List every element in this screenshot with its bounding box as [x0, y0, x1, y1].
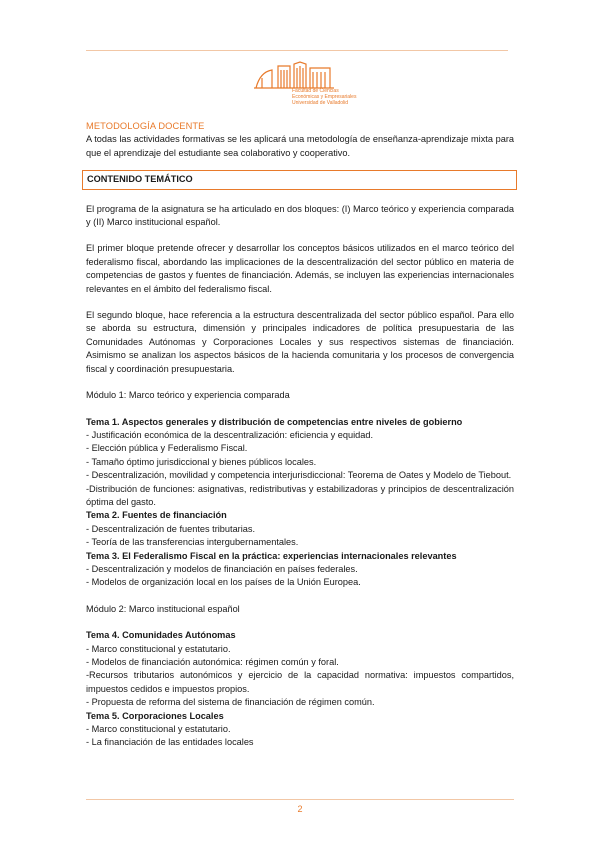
logo-line-1: Facultad de Ciencias: [292, 88, 339, 94]
metodologia-heading: METODOLOGÍA DOCENTE: [86, 121, 205, 131]
metodologia-text: A todas las actividades formativas se les aplicará una metodología de enseñanza-aprendizaje mixta para que el aprendizaje del estudiante sea colaborativo y cooperativo.: [86, 134, 514, 158]
tema-5-item: - Marco constitucional y estatutario.: [86, 724, 231, 735]
tema-1-item: - Descentralización, movilidad y competencia interjurisdiccional: Teorema de Oates y Modelo de Tiebout.: [86, 470, 512, 481]
building-logo-icon: [250, 58, 350, 92]
logo-line-2: Económicas y Empresariales: [292, 94, 357, 100]
tema-4-item: - Propuesta de reforma del sistema de financiación de régimen común.: [86, 697, 375, 708]
modulo-2-heading: Módulo 2: Marco institucional español: [86, 603, 240, 614]
logo-caption: [292, 88, 356, 106]
contenido-heading: CONTENIDO TEMÁTICO: [82, 170, 517, 189]
modulo-1-heading: Módulo 1: Marco teórico y experiencia comparada: [86, 390, 290, 401]
tema-1-item: - Elección pública y Federalismo Fiscal.: [86, 443, 248, 454]
paragraph-segundo-bloque: El segundo bloque, hace referencia a la estructura descentralizada del sector público español. Para ello se aborda su estructura, dimensión y principales indicadores de política presupuestaria de las Comunidades Autónomas y Corporaciones Locales y sus respectivos sistemas de financiación. Asimismo se analizan los aspectos básicos de la hacienda comunitaria y los procesos de convergencia fiscal y coordinación presupuestaria.: [86, 310, 514, 374]
tema-4-item: - Modelos de financiación autonómica: régimen común y foral.: [86, 657, 339, 667]
header-rule: [86, 50, 508, 51]
tema-3-item: - Modelos de organización local en los países de la Unión Europea.: [86, 577, 361, 588]
tema-4-item: -Recursos tributarios autonómicos y ejercicio de la capacidad normativa: impuestos compartidos, impuestos cedidos e impuestos propios.: [86, 670, 514, 694]
tema-3-item: - Descentralización y modelos de financiación en países federales.: [86, 563, 358, 574]
page-number: 2: [297, 804, 303, 814]
tema-1-item: -Distribución de funciones: asignativas, redistributivas y estabilizadoras y principios de descentralización óptima del gasto.: [86, 483, 514, 507]
tema-1-heading: Tema 1. Aspectos generales y distribución de competencias entre niveles de gobierno: [86, 416, 463, 427]
faculty-logo: [250, 58, 357, 114]
tema-5-item: - La financiación de las entidades locales: [86, 737, 254, 748]
page-content: [86, 120, 514, 750]
tema-1-item: - Justificación económica de la descentralización: eficiencia y equidad.: [86, 429, 374, 440]
paragraph-primer-bloque: El primer bloque pretende ofrecer y desarrollar los conceptos básicos utilizados en el marco teórico del federalismo fiscal, abordando las implicaciones de la descentralización del sector público en materia de competencias de gastos y fuentes de financiación. Además, se incluyen las experiencias internacionales relevantes en el ámbito del federalismo fiscal.: [86, 243, 514, 294]
tema-2-heading: Tema 2. Fuentes de financiación: [86, 510, 227, 521]
paragraph-bloques: El programa de la asignatura se ha articulado en dos bloques: (I) Marco teórico y experiencia comparada y (II) Marco institucional español.: [86, 203, 514, 228]
logo-line-3: Universidad de Valladolid: [292, 100, 349, 106]
tema-5-heading: Tema 5. Corporaciones Locales: [86, 710, 224, 721]
tema-1-item: - Tamaño óptimo jurisdiccional y bienes públicos locales.: [86, 456, 317, 467]
tema-4-heading: Tema 4. Comunidades Autónomas: [86, 630, 236, 641]
tema-2-item: - Descentralización de fuentes tributarias.: [86, 523, 256, 534]
tema-4-item: - Marco constitucional y estatutario.: [86, 643, 231, 654]
tema-2-item: - Teoría de las transferencias intergubernamentales.: [86, 537, 299, 548]
footer-rule: [86, 799, 514, 800]
tema-3-heading: Tema 3. El Federalismo Fiscal en la práctica: experiencias internacionales relevantes: [86, 550, 457, 561]
